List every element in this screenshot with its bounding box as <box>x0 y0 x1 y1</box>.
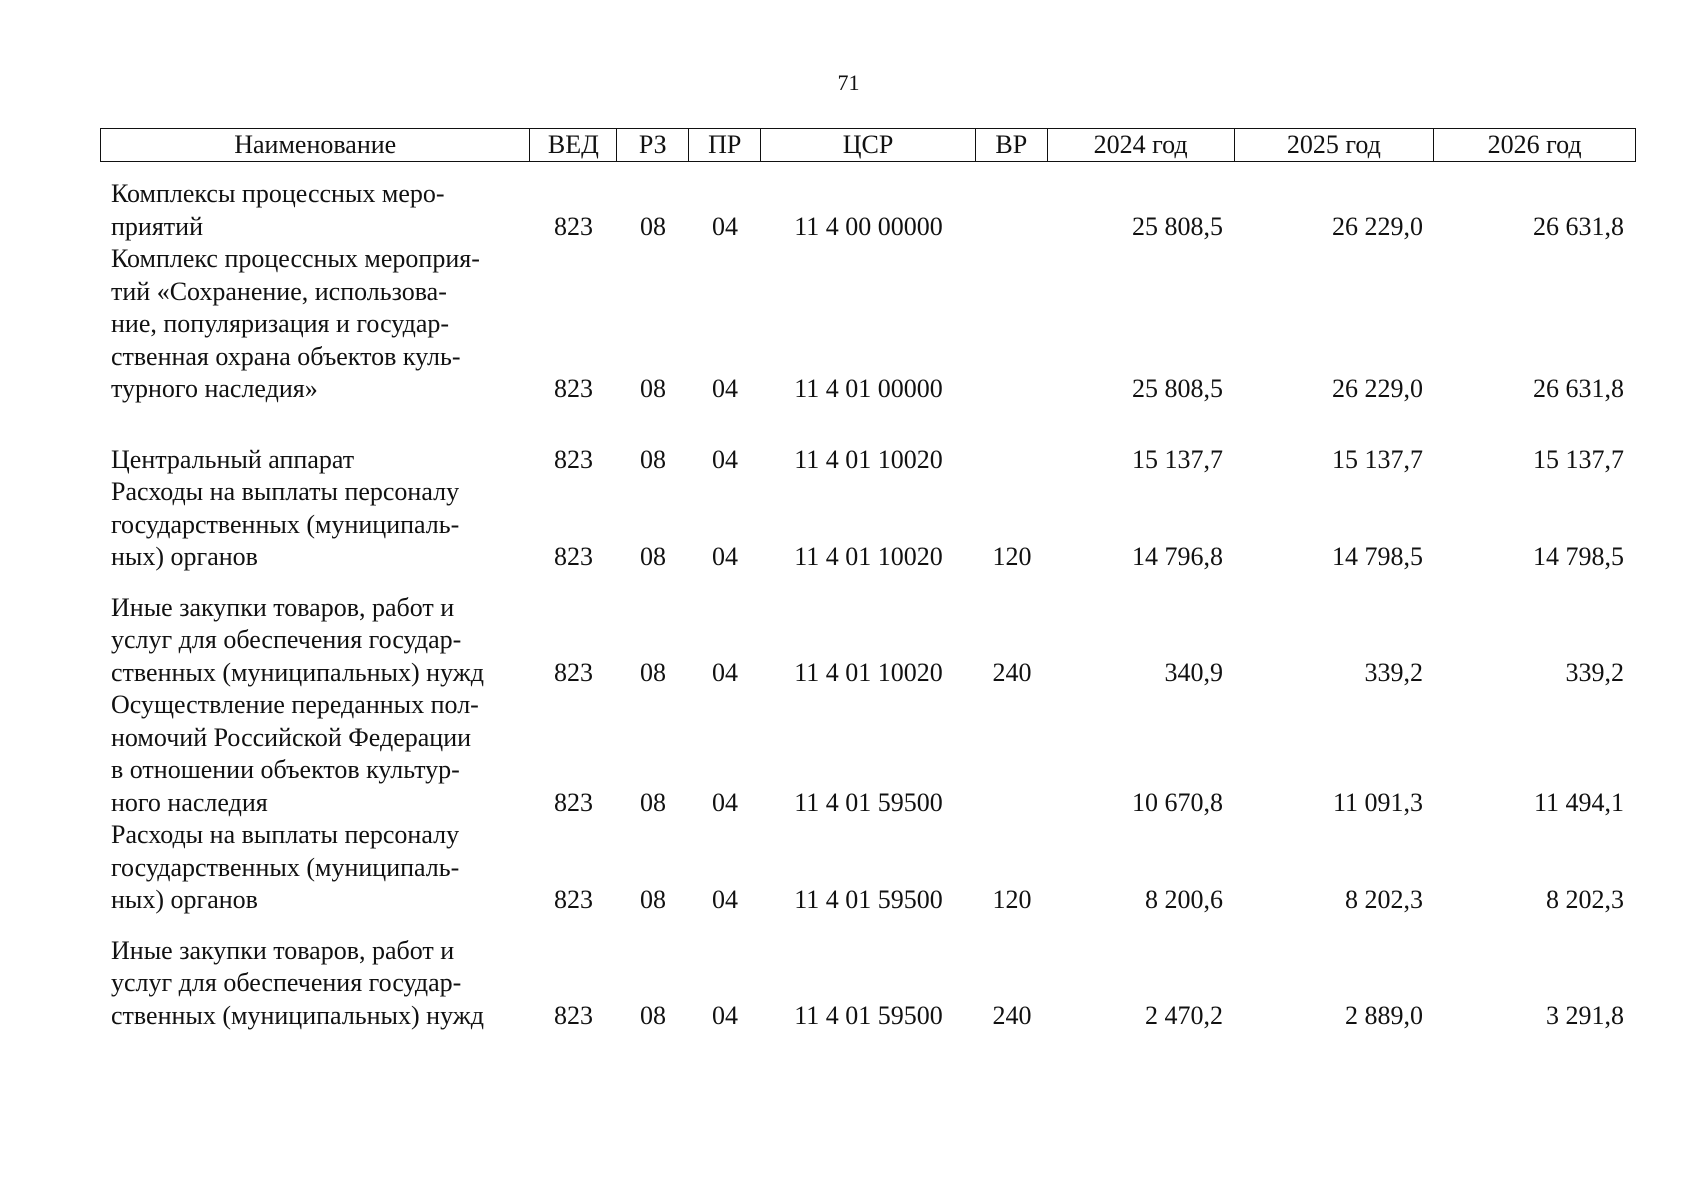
row-csr: 11 4 01 10020 <box>794 444 943 474</box>
row-y2024: 2 470,2 <box>1145 1000 1223 1030</box>
table-row <box>100 476 1636 574</box>
table-row <box>100 243 1636 406</box>
row-name-line: Расходы на выплаты персоналу <box>111 820 460 849</box>
row-name-line: государственных (муниципаль- <box>111 509 460 539</box>
row-rz: 08 <box>640 657 666 687</box>
row-name-line: ственных (муниципальных) нужд <box>111 657 484 687</box>
row-y2025: 15 137,7 <box>1332 444 1423 474</box>
row-ved: 823 <box>554 885 593 914</box>
row-csr: 11 4 01 59500 <box>794 787 943 817</box>
row-name <box>100 476 530 574</box>
row-y2024: 14 796,8 <box>1132 542 1223 571</box>
row-ved: 823 <box>554 444 593 474</box>
row-y2025: 14 798,5 <box>1332 542 1423 571</box>
row-name <box>100 178 530 243</box>
table-row <box>100 444 1636 477</box>
row-y2024: 340,9 <box>1164 657 1223 687</box>
row-pr: 04 <box>712 885 738 914</box>
row-y2024: 8 200,6 <box>1145 885 1223 914</box>
row-pr: 04 <box>712 211 738 241</box>
row-pr: 04 <box>712 444 738 474</box>
row-y2026: 15 137,7 <box>1533 444 1624 474</box>
table-row <box>100 178 1636 243</box>
row-y2026: 3 291,8 <box>1546 1000 1624 1030</box>
row-name <box>100 444 530 477</box>
row-vr: 240 <box>992 657 1032 687</box>
row-name-line: в отношении объектов культур- <box>111 755 460 784</box>
row-name-line: Осуществление переданных пол- <box>111 690 479 719</box>
row-name-line: Комплекс процессных мероприя- <box>111 244 480 273</box>
row-y2025: 339,2 <box>1364 657 1423 687</box>
row-y2025: 11 091,3 <box>1332 787 1423 817</box>
row-y2025: 26 229,0 <box>1332 374 1423 403</box>
header-rz: РЗ <box>617 129 689 161</box>
row-name-line: приятий <box>111 211 203 241</box>
row-y2025: 26 229,0 <box>1332 211 1423 241</box>
row-ved: 823 <box>554 542 593 571</box>
row-y2025: 8 202,3 <box>1345 885 1423 914</box>
row-csr: 11 4 01 10020 <box>794 657 943 687</box>
row-name-line: услуг для обеспечения государ- <box>111 968 462 997</box>
row-name-line: Расходы на выплаты персоналу <box>111 477 460 506</box>
row-rz: 08 <box>640 787 666 817</box>
header-name: Наименование <box>101 129 530 161</box>
header-pr: ПР <box>689 129 761 161</box>
row-name-line: Иные закупки товаров, работ и <box>111 935 455 965</box>
row-y2026: 8 202,3 <box>1546 885 1624 914</box>
row-name-line: ние, популяризация и государ- <box>111 309 450 338</box>
header-2026: 2026 год <box>1487 130 1582 159</box>
row-rz: 08 <box>640 211 666 241</box>
table-header <box>100 128 1636 162</box>
table-row <box>100 592 1636 690</box>
row-name-line: Центральный аппарат <box>111 444 355 474</box>
row-ved: 823 <box>554 211 593 241</box>
row-name-line: ных) органов <box>111 542 258 571</box>
row-csr: 11 4 01 10020 <box>794 542 943 571</box>
row-pr: 04 <box>712 542 738 571</box>
header-vr: ВР <box>976 129 1048 161</box>
row-vr: 240 <box>992 1000 1032 1030</box>
row-rz: 08 <box>640 885 666 914</box>
row-csr: 11 4 01 00000 <box>794 374 943 403</box>
header-2024: 2024 год <box>1048 129 1235 161</box>
row-rz: 08 <box>640 374 666 403</box>
row-csr: 11 4 00 00000 <box>794 211 943 241</box>
row-y2024: 25 808,5 <box>1132 374 1223 403</box>
row-name-line: ственная охрана объектов куль- <box>111 341 461 371</box>
row-pr: 04 <box>712 787 738 817</box>
row-csr: 11 4 01 59500 <box>794 1000 943 1030</box>
page-number: 71 <box>837 70 860 95</box>
row-name <box>100 592 530 690</box>
row-name <box>100 243 530 406</box>
header-ved: ВЕД <box>530 129 617 161</box>
row-y2026: 26 631,8 <box>1533 374 1624 403</box>
row-rz: 08 <box>640 1000 666 1030</box>
row-y2024: 25 808,5 <box>1132 211 1223 241</box>
row-name-line: государственных (муниципаль- <box>111 852 460 882</box>
row-ved: 823 <box>554 374 593 403</box>
row-y2025: 2 889,0 <box>1345 1000 1423 1030</box>
row-ved: 823 <box>554 787 593 817</box>
row-y2026: 339,2 <box>1565 657 1624 687</box>
row-y2024: 15 137,7 <box>1132 444 1223 474</box>
row-vr: 120 <box>992 542 1032 571</box>
row-name-line: турного наследия» <box>111 374 318 403</box>
row-y2026: 14 798,5 <box>1533 542 1624 571</box>
row-name-line: тий «Сохранение, использова- <box>111 276 447 306</box>
row-name-line: номочий Российской Федерации <box>111 722 472 752</box>
row-name <box>100 935 530 1033</box>
row-name-line: услуг для обеспечения государ- <box>111 625 462 654</box>
table-row <box>100 819 1636 917</box>
row-y2026: 26 631,8 <box>1533 211 1624 241</box>
row-name-line: Иные закупки товаров, работ и <box>111 592 455 622</box>
row-rz: 08 <box>640 444 666 474</box>
row-pr: 04 <box>712 374 738 403</box>
row-y2024: 10 670,8 <box>1132 787 1223 817</box>
row-name <box>100 689 530 819</box>
row-pr: 04 <box>712 657 738 687</box>
table-body <box>100 178 1636 1032</box>
row-vr: 120 <box>992 885 1032 914</box>
row-name-line: ного наследия <box>111 787 268 817</box>
row-ved: 823 <box>554 1000 593 1030</box>
row-csr: 11 4 01 59500 <box>794 885 943 914</box>
header-csr: ЦСР <box>761 129 976 161</box>
row-name-line: ных) органов <box>111 885 258 914</box>
row-name <box>100 819 530 917</box>
row-ved: 823 <box>554 657 593 687</box>
row-rz: 08 <box>640 542 666 571</box>
row-y2026: 11 494,1 <box>1533 787 1624 817</box>
row-pr: 04 <box>712 1000 738 1030</box>
header-2025: 2025 год <box>1235 129 1435 161</box>
table-row <box>100 689 1636 819</box>
row-name-line: ственных (муниципальных) нужд <box>111 1000 484 1030</box>
row-name-line: Комплексы процессных меро- <box>111 179 445 208</box>
table-row <box>100 935 1636 1033</box>
